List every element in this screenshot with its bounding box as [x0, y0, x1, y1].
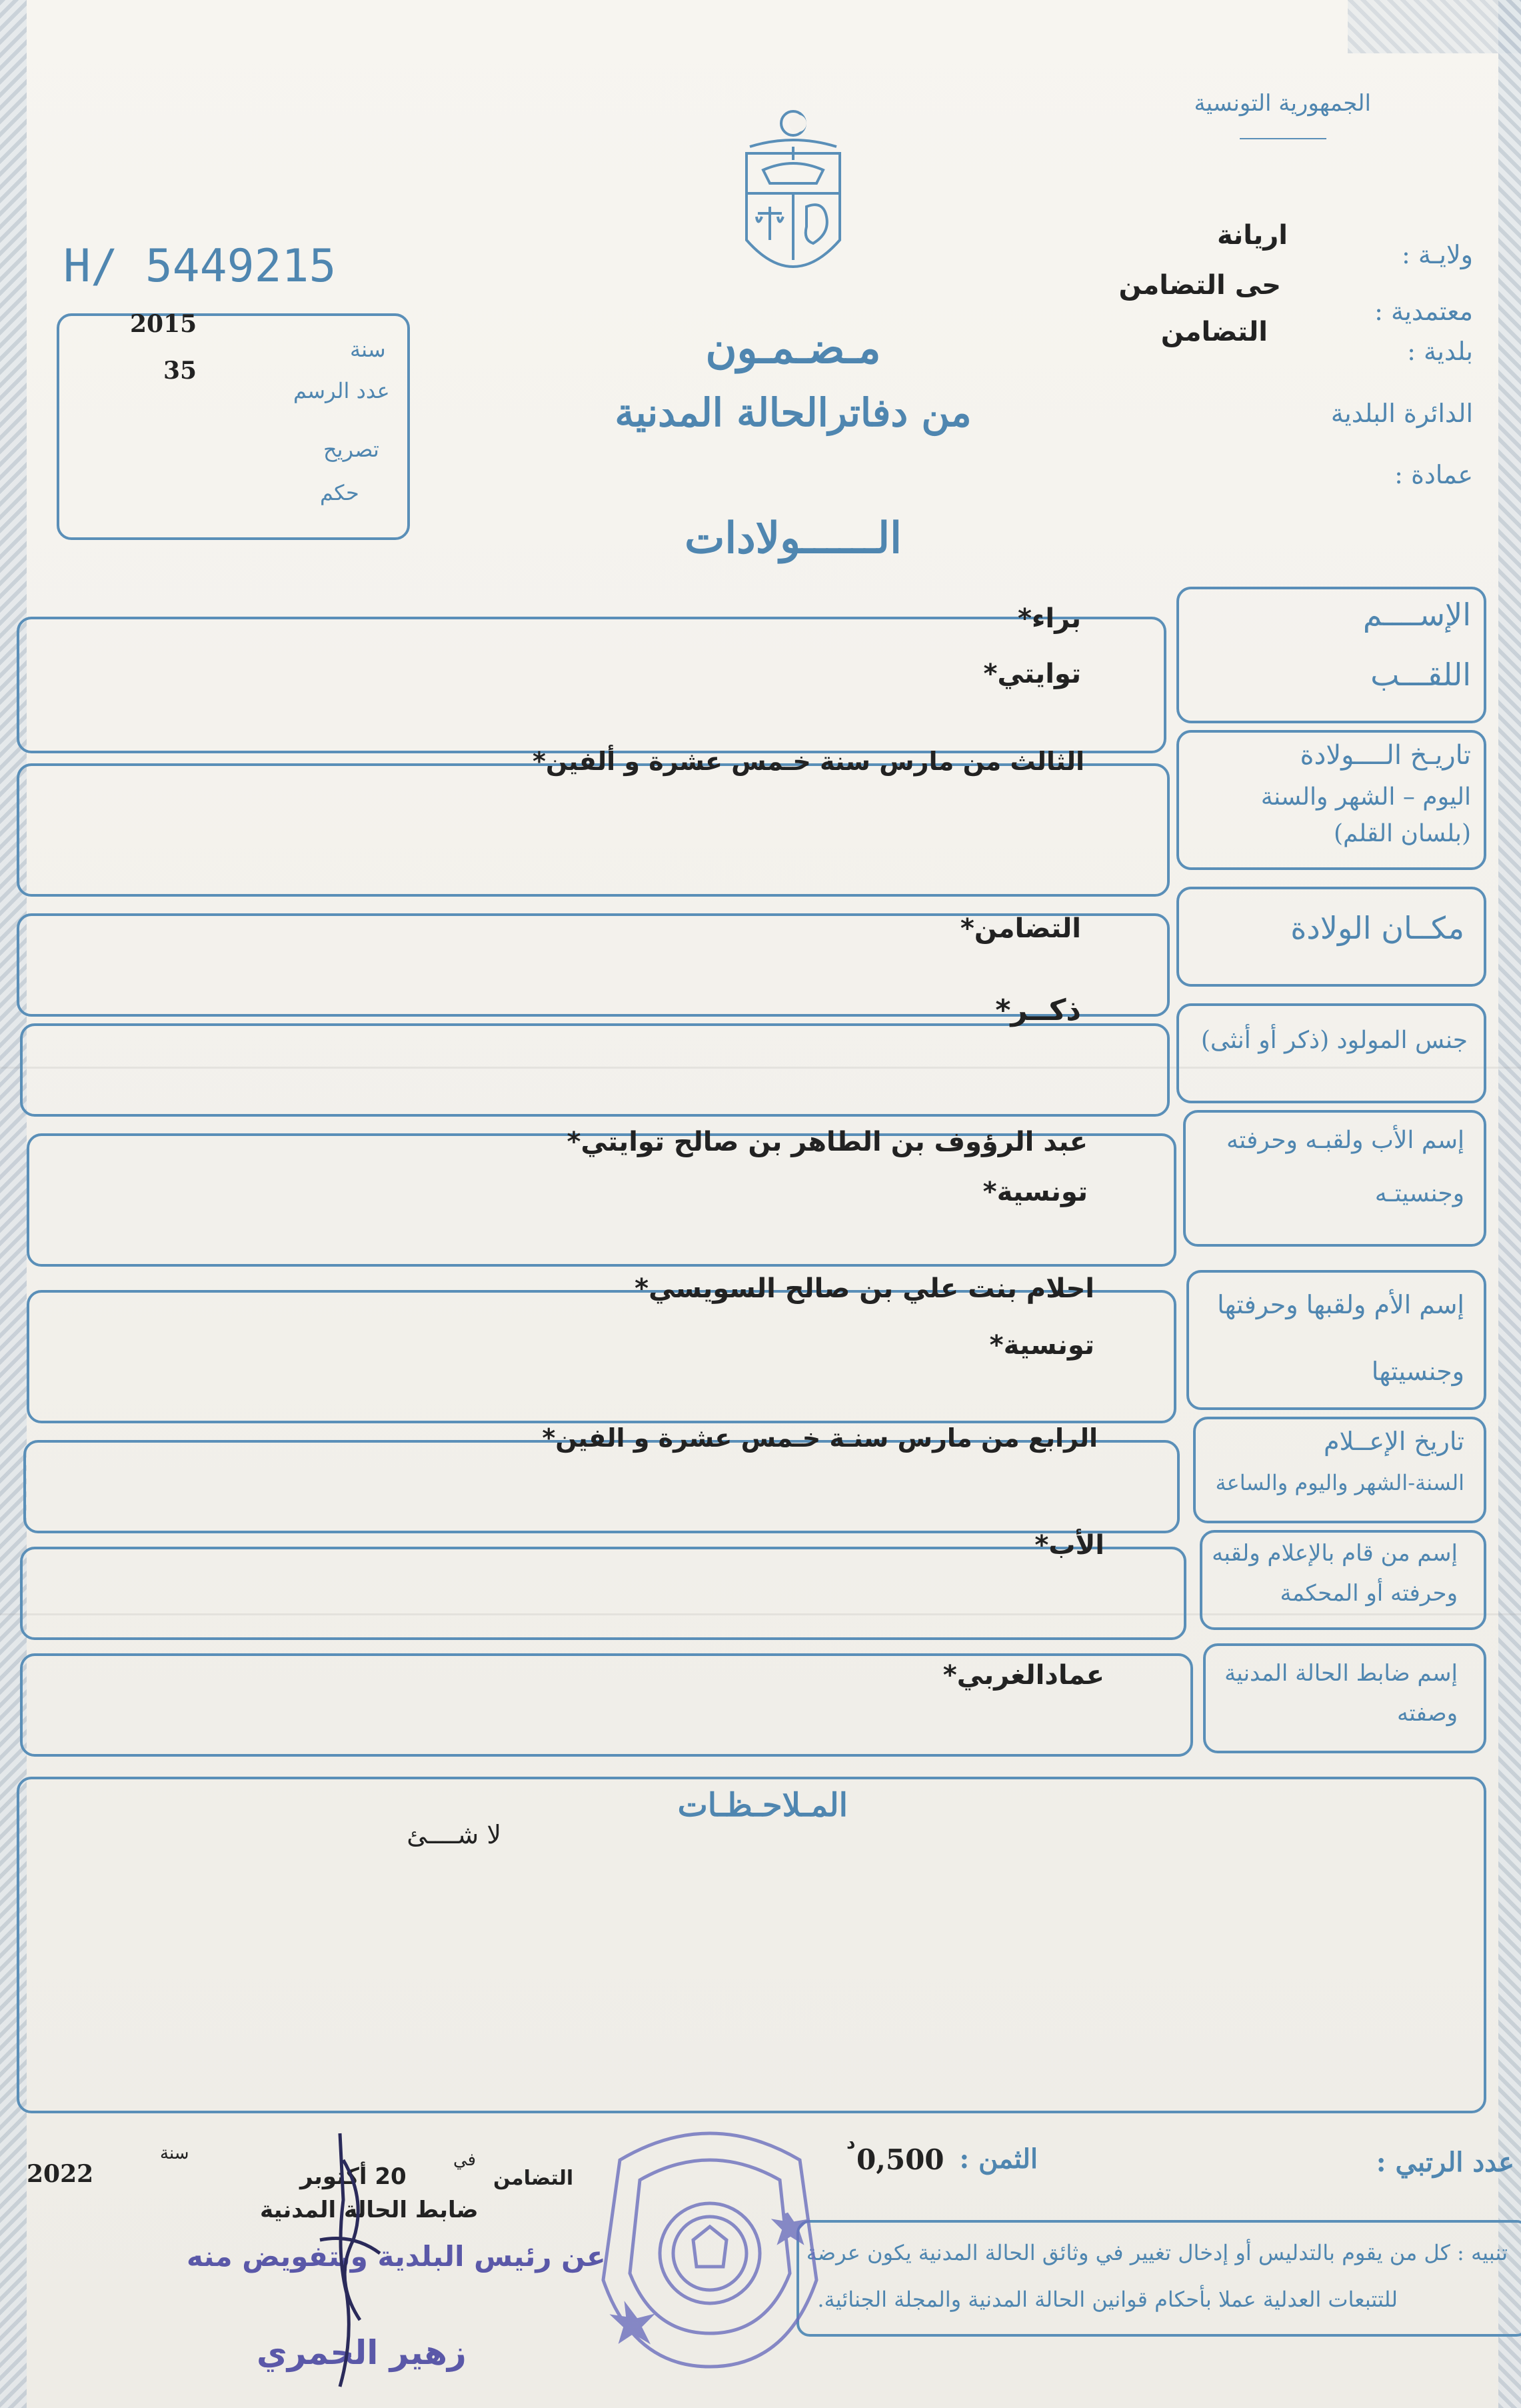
declaration-label: تصريح: [323, 437, 379, 462]
tunisia-coat-of-arms-icon: [737, 107, 850, 287]
value-mother-nationality: تونسية*: [989, 1330, 1094, 1361]
value-first-name: براء*: [1018, 603, 1081, 634]
label-birth-date: تاريـخ الــــولادة: [1300, 740, 1471, 771]
municipal-stamp: [587, 2120, 833, 2373]
label-declarant: إسم من قام بالإعلام ولقبه: [1212, 1540, 1458, 1567]
value-birth-date: الثالث من مارس سنة خـمس عشرة و ألفين*: [532, 747, 1084, 776]
remarks-value: لا شــــئ: [407, 1820, 501, 1849]
value-declaration-date: الرابع من مارس سنـة خـمس عشرة و الفين*: [542, 1423, 1098, 1453]
field-row-declaration-date: [23, 1440, 1180, 1533]
label-officer: إسم ضابط الحالة المدنية: [1224, 1660, 1458, 1687]
wilaya-label: ولايـة :: [1402, 240, 1473, 269]
number-value: 35: [163, 357, 197, 385]
value-sex: ذكــر*: [995, 993, 1081, 1027]
serial-number: H/ 5449215: [63, 240, 337, 293]
handwritten-signature: [260, 2120, 487, 2400]
issue-in-word: في: [453, 2150, 477, 2170]
label-birth-place: مكــان الولادة: [1290, 910, 1464, 946]
number-label: عدد الرسم: [293, 378, 390, 403]
officer-title: ضابط الحالة المدنية: [260, 2197, 479, 2223]
value-father: عبد الرؤوف بن الطاهر بن صالح توايتي*: [567, 1127, 1088, 1157]
label-name: الإســــم: [1362, 597, 1471, 633]
notice-box: [796, 2220, 1521, 2337]
motamadia-value: حى التضامن: [1118, 270, 1281, 301]
price-unit: د: [846, 2133, 856, 2153]
value-surname: توايتي*: [983, 659, 1081, 689]
issue-date: 20 أكتوبر: [300, 2163, 407, 2190]
serial-order-label: عدد الرتبي :: [1376, 2147, 1514, 2178]
right-border-pattern: [1498, 0, 1521, 2408]
price-label: الثمن :: [959, 2143, 1038, 2175]
issue-place: التضامن: [493, 2167, 574, 2190]
officer-delegation: عن رئيس البلدية وبتفويض منه: [187, 2240, 606, 2273]
label-father: إسم الأب ولقبـه وحرفته: [1226, 1127, 1464, 1154]
field-row-birth-date: [17, 763, 1170, 897]
value-father-nationality: تونسية*: [982, 1177, 1088, 1207]
title-births: الــــــولادات: [685, 513, 902, 563]
label-mother-nationality: وجنسيتها: [1371, 1357, 1464, 1386]
header-underline: [1240, 138, 1326, 139]
issue-year: 2022: [27, 2160, 94, 2188]
label-birth-date-words: (بلسان القلم): [1333, 820, 1471, 847]
title-line1: مـضـمـون: [705, 323, 881, 373]
motamadia-label: معتمدية :: [1374, 297, 1473, 326]
value-officer: عمادالغربي*: [942, 1660, 1104, 1691]
baladia-label: بلدية :: [1407, 337, 1473, 366]
label-surname: اللقـــب: [1370, 657, 1471, 693]
republic-header: الجمهورية التونسية: [1194, 90, 1371, 117]
notice-line1: تنبيه : كل من يقوم بالتدليس أو إدخال تغيير في وثائق الحالة المدنية يكون عرضة: [806, 2240, 1508, 2265]
baladia-value: التضامن: [1160, 317, 1268, 347]
top-border-pattern: [1348, 0, 1521, 53]
label-sex: جنس المولود (ذكر أو أنثى): [1200, 1027, 1468, 1054]
field-row-declarant: [20, 1547, 1186, 1640]
value-birth-place: التضامن*: [960, 913, 1081, 944]
value-declarant: الأب*: [1034, 1530, 1104, 1561]
label-father-nationality: وجنسيتـه: [1374, 1180, 1464, 1207]
notice-line2: للتتبعات العدلية عملا بأحكام قوانين الحالة المدنية والمجلة الجنائية.: [817, 2287, 1398, 2312]
value-mother: احلام بنت علي بن صالح السويسي*: [635, 1273, 1094, 1304]
issue-year-word: سنة: [160, 2143, 189, 2163]
field-row-sex: [20, 1023, 1170, 1117]
label-declaration-date-sub: السنة-الشهر واليوم والساعة: [1215, 1470, 1464, 1495]
remarks-title: المـلاحـظـات: [677, 1787, 848, 1824]
officer-name: زهير الحمري: [257, 2333, 467, 2372]
title-line2: من دفاترالحالة المدنية: [615, 390, 972, 435]
label-officer-sub: وصفته: [1397, 1700, 1458, 1727]
label-birth-date-sub: اليوم – الشهر والسنة: [1260, 783, 1471, 811]
daira-label: الدائرة البلدية: [1330, 399, 1473, 428]
remarks-box: [17, 1777, 1486, 2113]
judgment-label: حكم: [320, 480, 359, 505]
year-value: 2015: [130, 310, 197, 338]
label-declaration-date: تاريخ الإعــلام: [1323, 1427, 1464, 1456]
year-label: سنة: [350, 337, 386, 362]
label-mother: إسم الأم ولقبها وحرفتها: [1217, 1290, 1464, 1319]
price-value: 0,500: [856, 2143, 944, 2176]
imada-label: عمادة :: [1394, 460, 1473, 489]
wilaya-value: اريانة: [1216, 220, 1288, 251]
label-declarant-sub: وحرفته أو المحكمة: [1280, 1580, 1458, 1607]
